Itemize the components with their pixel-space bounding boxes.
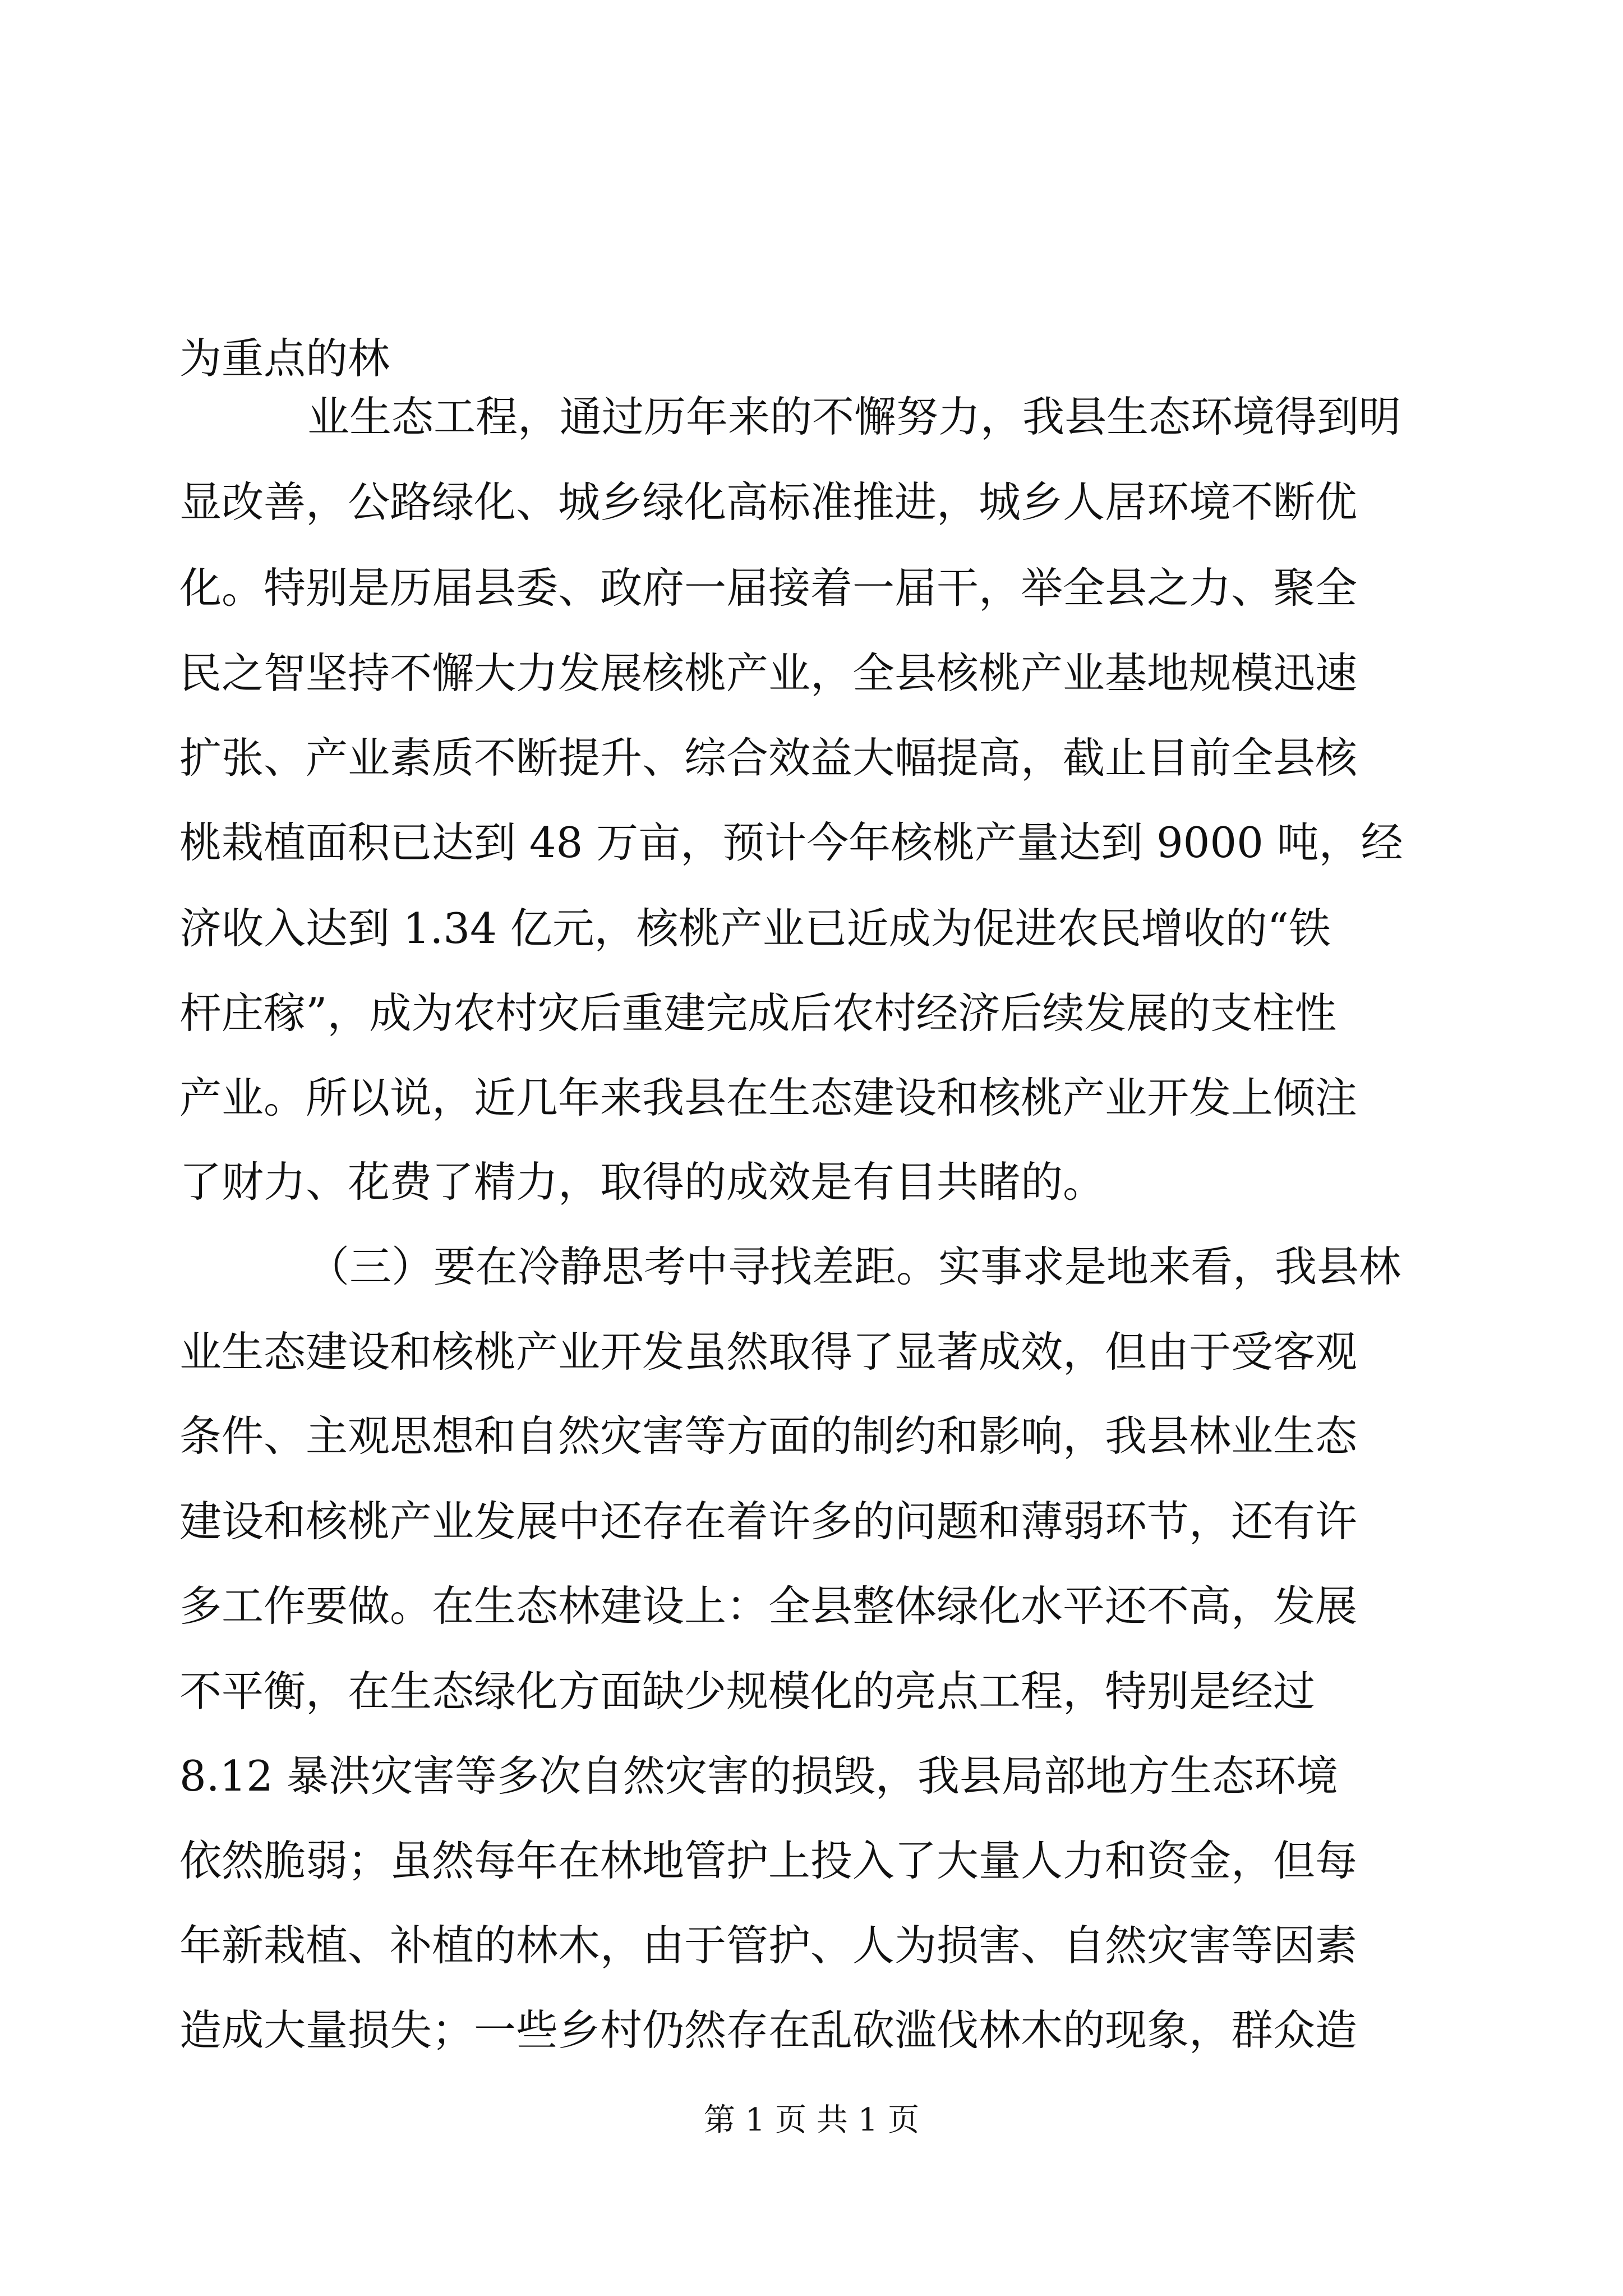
text-line: 为重点的林 (179, 334, 390, 383)
paragraph-first-line: 业生态工程，通过历年来的不懈努力，我县生态环境得到明 (307, 392, 1401, 441)
text-line: 杆庄稼”，成为农村灾后重建完成后农村经济后续发展的支柱性 (179, 988, 1337, 1038)
text-line: 济收入达到 1.34 亿元，核桃产业已近成为促进农民增收的“铁 (179, 904, 1331, 953)
text-line: 扩张、产业素质不断提升、综合效益大幅提高，截止目前全县核 (179, 733, 1358, 783)
page-number-footer: 第 1 页 共 1 页 (703, 2102, 920, 2138)
text-line: 年新栽植、补植的林木，由于管护、人为损害、自然灾害等因素 (179, 1921, 1358, 1970)
text-line: 了财力、花费了精力，取得的成效是有目共睹的。 (179, 1157, 1105, 1207)
paragraph-first-line: （三）要在冷静思考中寻找差距。实事求是地来看，我县林 (307, 1242, 1401, 1291)
text-line: 显改善，公路绿化、城乡绿化高标准推进，城乡人居环境不断优 (179, 477, 1358, 527)
text-line: 依然脆弱；虽然每年在林地管护上投入了大量人力和资金，但每 (179, 1836, 1358, 1885)
text-line: 8.12 暴洪灾害等多次自然灾害的损毁，我县局部地方生态环境 (179, 1751, 1338, 1801)
text-line: 多工作要做。在生态林建设上：全县整体绿化水平还不高，发展 (179, 1581, 1358, 1631)
text-line: 化。特别是历届县委、政府一届接着一届干，举全县之力、聚全 (179, 563, 1358, 613)
text-line: 造成大量损失；一些乡村仍然存在乱砍滥伐林木的现象，群众造 (179, 2005, 1358, 2055)
text-line: 建设和核桃产业发展中还存在着许多的问题和薄弱环节，还有许 (179, 1497, 1358, 1546)
text-line: 民之智坚持不懈大力发展核桃产业，全县核桃产业基地规模迅速 (179, 648, 1358, 698)
text-line: 业生态建设和核桃产业开发虽然取得了显著成效，但由于受客观 (179, 1327, 1358, 1377)
text-line: 条件、主观思想和自然灾害等方面的制约和影响，我县林业生态 (179, 1411, 1358, 1461)
text-line: 产业。所以说，近几年来我县在生态建设和核桃产业开发上倾注 (179, 1073, 1358, 1122)
text-line: 桃栽植面积已达到 48 万亩，预计今年核桃产量达到 9000 吨，经 (179, 818, 1403, 867)
text-line: 不平衡，在生态绿化方面缺少规模化的亮点工程，特别是经过 (179, 1667, 1316, 1716)
